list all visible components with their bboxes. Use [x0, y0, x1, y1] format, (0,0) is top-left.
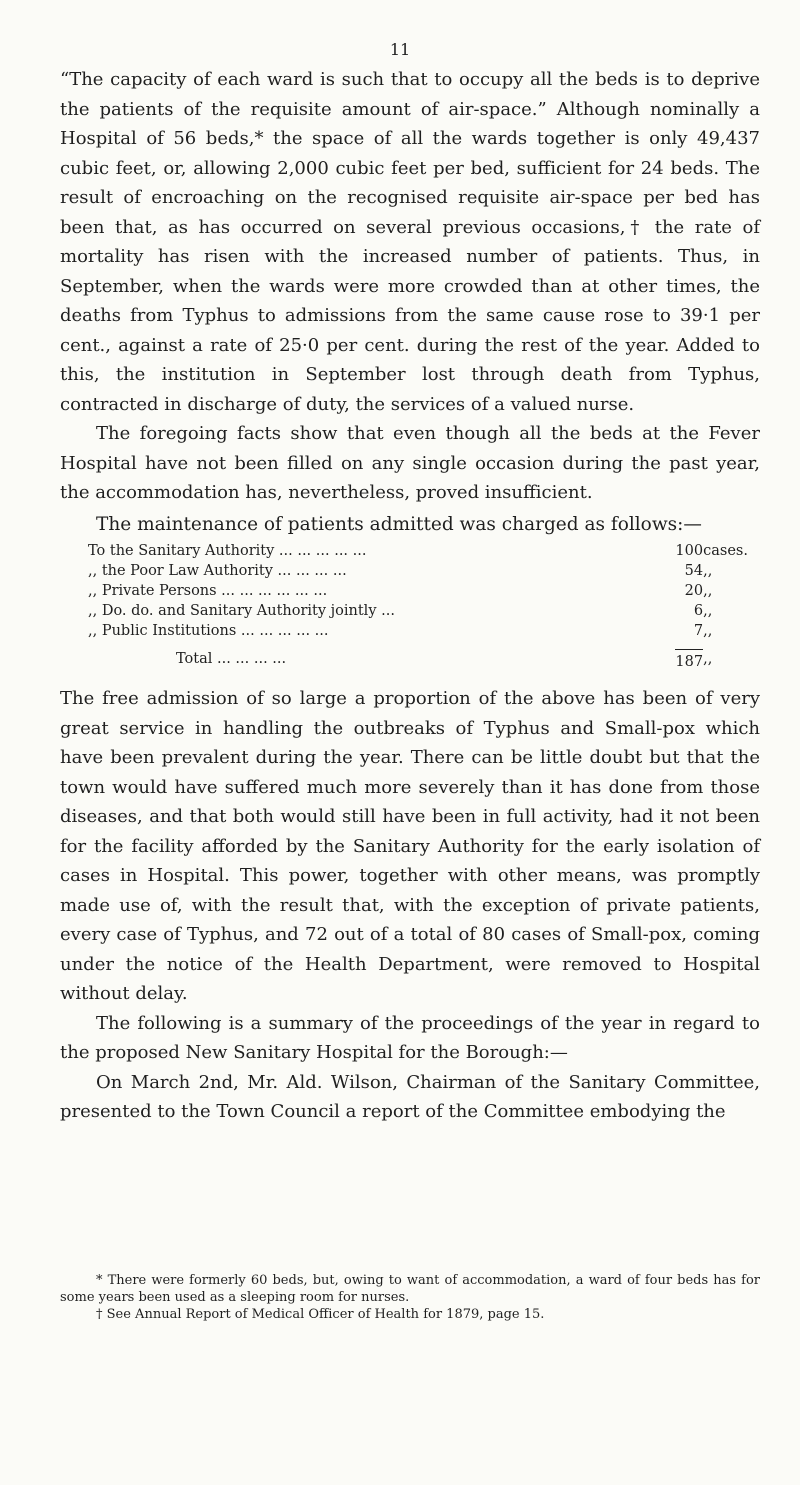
table-row [88, 541, 760, 561]
total-label: Total ... ... ... ... [176, 651, 287, 667]
row-value: 20 [684, 583, 704, 599]
total-row [88, 641, 760, 672]
row-value: 100 [675, 543, 704, 559]
page-number: 11 [389, 40, 411, 59]
row-unit: ,, [703, 583, 713, 599]
row-label: To the Sanitary Authority ... ... ... ... ... [88, 543, 367, 559]
row-value: 7 [693, 623, 704, 639]
paragraph-free-admission: The free admission of so large a proportion of the above has been of very great service in handling the outbreaks of Typhus and Small-pox which have been prevalent during the year. There can be little doubt but that the town would have suffered much more severely than it has done from those diseases, and that both would still have been in full activity, had it not been for the facility afforded by the Sanitary Authority for the early isolation of cases in Hospital. This power, together with other means, was promptly made use of, with the result that, with the exception of private patients, every case of Typhus, and 72 out of a total of 80 cases of Small-pox, coming under the notice of the Health Department, were removed to Hospital without delay. [60, 688, 760, 1004]
row-label: ,, the Poor Law Authority ... ... ... ... [88, 563, 347, 579]
row-unit: ,, [703, 623, 713, 639]
row-value: 54 [684, 563, 704, 579]
total-unit: ,, [703, 651, 713, 667]
total-value: 187 [675, 649, 703, 672]
maintenance-table [88, 541, 760, 672]
paragraph-maintenance-intro: The maintenance of patients admitted was charged as follows:— [96, 513, 702, 535]
row-label: ,, Private Persons ... ... ... ... ... ... [88, 583, 328, 599]
paragraph-summary-intro: The following is a summary of the proceedings of the year in regard to the proposed New Sanitary Hospital for the Borough:— [60, 1012, 760, 1063]
table-row [88, 581, 760, 601]
row-unit: ,, [703, 603, 713, 619]
row-label: ,, Do. do. and Sanitary Authority jointly ... [88, 603, 395, 619]
table-row [88, 601, 760, 621]
table-row [88, 621, 760, 641]
paragraph-air-space: “The capacity of each ward is such that to occupy all the beds is to deprive the patients of the requisite amount of air-space.” Although nominally a Hospital of 56 beds,* the space of all the wards together is only 49,437 cubic feet, or, allowing 2,000 cubic feet per bed, sufficient for 24 beds. The result of encroaching on the recognised requisite air-space per bed has been that, as has occurred on several previous occasions,† the rate of mortality has risen with the increased number of patients. Thus, in September, when the wards were more crowded than at other times, the deaths from Typhus to admissions from the same cause rose to 39·1 per cent., against a rate of 25·0 per cent. during the rest of the year. Added to this, the institution in September lost through death from Typhus, contracted in discharge of duty, the services of a valued nurse. [60, 69, 760, 415]
footnote-annual-report: † See Annual Report of Medical Officer of Health for 1879, page 15. [96, 1307, 545, 1322]
row-unit: cases. [703, 543, 748, 559]
footnote-beds: * There were formerly 60 beds, but, owing to want of accommodation, a ward of four beds has for some years been used as a sleeping room for nurses. [60, 1273, 760, 1305]
table-row [88, 561, 760, 581]
row-value: 6 [693, 603, 704, 619]
row-label: ,, Public Institutions ... ... ... ... ... [88, 623, 329, 639]
body-text [60, 65, 760, 1127]
paragraph-insufficient-accommodation: The foregoing facts show that even though all the beds at the Fever Hospital have not been filled on any single occasion during the past year, the accommodation has, nevertheless, proved insufficient. [60, 423, 760, 503]
paragraph-march-report: On March 2nd, Mr. Ald. Wilson, Chairman of the Sanitary Committee, presented to the Town Council a report of the Committee embodying the [60, 1071, 760, 1122]
row-unit: ,, [703, 563, 713, 579]
footnotes [60, 1272, 760, 1323]
